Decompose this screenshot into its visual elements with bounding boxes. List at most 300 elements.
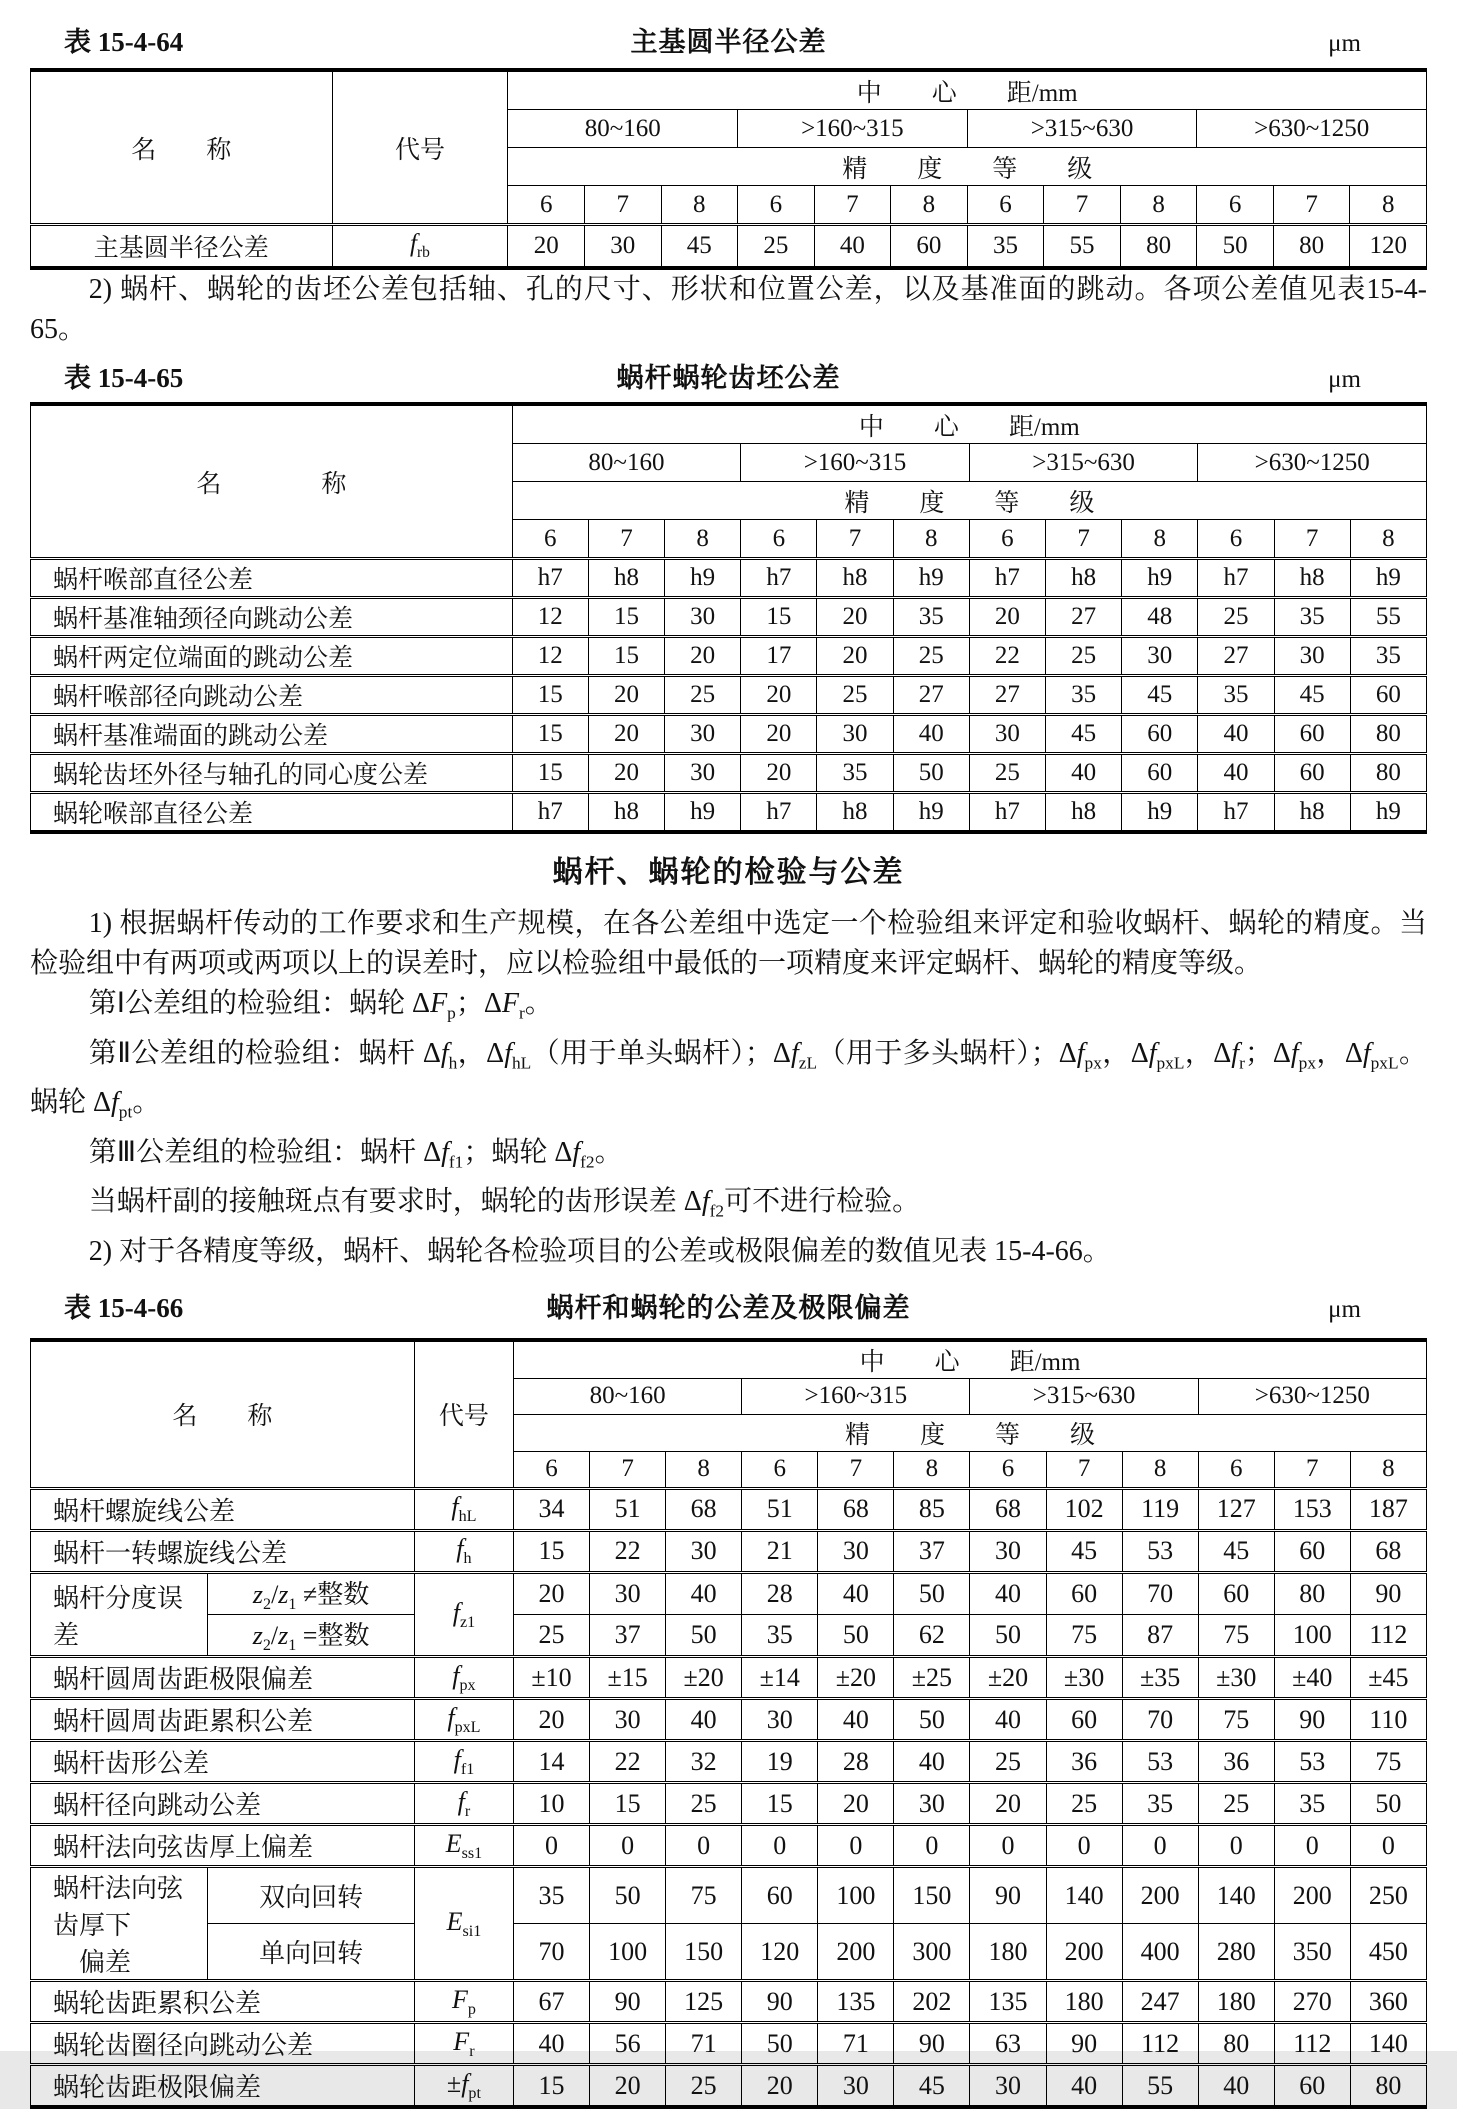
t64-row-0-value-9: 50 bbox=[1197, 225, 1274, 269]
t66-row-2-value-3: 28 bbox=[742, 1572, 818, 1614]
t65-row-6-value-10: h8 bbox=[1274, 793, 1350, 833]
t65-row-5-value-1: 20 bbox=[588, 754, 664, 793]
t66-row-4-value-0: ±10 bbox=[513, 1657, 589, 1699]
t65-row-6-value-5: h9 bbox=[893, 793, 969, 833]
t65-row-6-value-3: h7 bbox=[741, 793, 817, 833]
t64-header-grade-0: 6 bbox=[508, 186, 585, 225]
t66-header-grade-2: 8 bbox=[666, 1451, 742, 1488]
t64-header-name: 名 称 bbox=[31, 70, 333, 225]
t66-header-grade-3: 6 bbox=[742, 1451, 818, 1488]
t66-row-11-value-4: 135 bbox=[818, 1981, 894, 2023]
t66-row-2-value-4: 40 bbox=[818, 1572, 894, 1614]
t66-row-2-value-11: 90 bbox=[1350, 1572, 1426, 1614]
t64-header-accuracy-grade: 精 度 等 级 bbox=[508, 148, 1427, 186]
t65-row-4-value-11: 80 bbox=[1350, 715, 1426, 754]
t65-row-4-value-4: 30 bbox=[817, 715, 893, 754]
t65-row-1-value-10: 35 bbox=[1274, 598, 1350, 637]
t66-row-11-value-0: 67 bbox=[513, 1981, 589, 2023]
t66-row-7-value-7: 25 bbox=[1046, 1783, 1122, 1825]
t66-row-5-value-8: 70 bbox=[1122, 1699, 1198, 1741]
t65-header-grade-9: 6 bbox=[1198, 520, 1274, 559]
t65-header-grade-1: 7 bbox=[588, 520, 664, 559]
t64-row-0-value-1: 30 bbox=[584, 225, 661, 269]
t66-row-12-value-7: 90 bbox=[1046, 2023, 1122, 2065]
paragraph-tolerance-group-2: 第Ⅱ公差组的检验组：蜗杆 $\Delta f_h$，$\Delta f_{hL}$（用于单头蜗杆）；$\Delta f_{zL}$（用于多头蜗杆）；$\Delta f_{px}$，$\Delta f_{pxL}$，$\Delta f_r$；$\Delta f_{px}$，$\Delta f_{pxL}$。蜗轮 $\Delta f_{pt}$。 bbox=[30, 1037, 1427, 1122]
t65-row-0-value-7: h8 bbox=[1045, 559, 1121, 598]
t66-row-1-value-7: 45 bbox=[1046, 1530, 1122, 1572]
t66-row-11-value-1: 90 bbox=[590, 1981, 666, 2023]
t66-row-7-value-3: 15 bbox=[742, 1783, 818, 1825]
t66-row-1-value-8: 53 bbox=[1122, 1530, 1198, 1572]
t66-header-range-1: >160~315 bbox=[742, 1378, 970, 1414]
t66-row-3-value-0: 25 bbox=[513, 1615, 589, 1657]
t65-row-2-value-11: 35 bbox=[1350, 637, 1426, 676]
t66-row-13-value-2: 25 bbox=[666, 2065, 742, 2108]
t66-header-grade-8: 8 bbox=[1122, 1451, 1198, 1488]
t66-row-12-value-0: 40 bbox=[513, 2023, 589, 2065]
t66-row-12-value-8: 112 bbox=[1122, 2023, 1198, 2065]
t66-row-1-value-3: 21 bbox=[742, 1530, 818, 1572]
t66-row-4-value-8: ±35 bbox=[1122, 1657, 1198, 1699]
t65-row-6-value-9: h7 bbox=[1198, 793, 1274, 833]
paragraph-contact-spot: 当蜗杆副的接触斑点有要求时，蜗轮的齿形误差 $\Delta f_{f2}$可不进行检验。 bbox=[88, 1186, 921, 1221]
t65-header-grade-2: 8 bbox=[665, 520, 741, 559]
t66-row-11 bbox=[31, 1981, 1427, 2023]
t66-row-12-value-2: 71 bbox=[666, 2023, 742, 2065]
t65-header-grade-6: 6 bbox=[969, 520, 1045, 559]
t65-row-2-value-8: 30 bbox=[1122, 637, 1198, 676]
t66-row-13-value-6: 30 bbox=[970, 2065, 1046, 2108]
t66-row-6-value-4: 28 bbox=[818, 1741, 894, 1783]
table-worm-wormwheel-blank-tolerance bbox=[30, 402, 1427, 834]
t66-row-7-value-9: 25 bbox=[1198, 1783, 1274, 1825]
t66-row-9-name: 蜗杆法向弦齿厚下 偏差 bbox=[31, 1867, 208, 1981]
t66-row-12-value-5: 90 bbox=[894, 2023, 970, 2065]
t64-header-grade-9: 6 bbox=[1197, 186, 1274, 225]
t66-row-0-value-11: 187 bbox=[1350, 1488, 1426, 1530]
t64-row-0-value-6: 35 bbox=[967, 225, 1044, 269]
t66-row-12 bbox=[31, 2023, 1427, 2065]
t65-header-range-3: >630~1250 bbox=[1198, 444, 1427, 482]
t65-row-0-value-6: h7 bbox=[969, 559, 1045, 598]
t66-row-0-value-8: 119 bbox=[1122, 1488, 1198, 1530]
t66-row-8-value-8: 0 bbox=[1122, 1825, 1198, 1867]
t65-row-1-value-4: 20 bbox=[817, 598, 893, 637]
t66-header-grade-11: 8 bbox=[1350, 1451, 1426, 1488]
table64-caption-unit: μm bbox=[1328, 30, 1361, 57]
t66-row-3-value-5: 62 bbox=[894, 1615, 970, 1657]
t66-row-8-value-6: 0 bbox=[970, 1825, 1046, 1867]
t66-row-1-value-4: 30 bbox=[818, 1530, 894, 1572]
t66-row-11-value-3: 90 bbox=[742, 1981, 818, 2023]
t65-row-0-value-9: h7 bbox=[1198, 559, 1274, 598]
t66-row-5-name: 蜗杆圆周齿距累积公差 bbox=[31, 1699, 415, 1741]
t66-row-6-value-5: 40 bbox=[894, 1741, 970, 1783]
t65-row-3-value-6: 27 bbox=[969, 676, 1045, 715]
t66-row-8-value-4: 0 bbox=[818, 1825, 894, 1867]
t66-row-3-condition: $z_2/z_1$ =整数 bbox=[208, 1615, 415, 1657]
t66-row-8-name: 蜗杆法向弦齿厚上偏差 bbox=[31, 1825, 415, 1867]
t66-row-11-value-5: 202 bbox=[894, 1981, 970, 2023]
t66-row-3-value-8: 87 bbox=[1122, 1615, 1198, 1657]
t66-row-9-condition: 双向回转 bbox=[208, 1867, 415, 1924]
t66-row-2-name: 蜗杆分度误差 bbox=[31, 1572, 208, 1656]
table66-caption-label: 表 15-4-66 bbox=[64, 1292, 184, 1323]
t65-row-1-value-5: 35 bbox=[893, 598, 969, 637]
t65-row-5-name: 蜗轮齿坯外径与轴孔的同心度公差 bbox=[31, 754, 513, 793]
t66-header-grade-6: 6 bbox=[970, 1451, 1046, 1488]
t65-row-3-value-7: 35 bbox=[1045, 676, 1121, 715]
t66-row-2-value-10: 80 bbox=[1274, 1572, 1350, 1614]
t65-row-3-value-8: 45 bbox=[1122, 676, 1198, 715]
t65-row-2-value-2: 20 bbox=[665, 637, 741, 676]
t66-row-5-value-10: 90 bbox=[1274, 1699, 1350, 1741]
t65-row-5-value-6: 25 bbox=[969, 754, 1045, 793]
table65-caption-label: 表 15-4-65 bbox=[64, 363, 184, 393]
t65-row-3-value-2: 25 bbox=[665, 676, 741, 715]
body-paragraphs bbox=[30, 904, 1427, 1272]
t66-row-5-value-1: 30 bbox=[590, 1699, 666, 1741]
t65-row-1 bbox=[31, 598, 1427, 637]
t66-row-5-value-5: 50 bbox=[894, 1699, 970, 1741]
t65-row-0-value-4: h8 bbox=[817, 559, 893, 598]
t65-header-grade-0: 6 bbox=[512, 520, 588, 559]
t66-row-3-value-2: 50 bbox=[666, 1615, 742, 1657]
t65-row-6-value-8: h9 bbox=[1122, 793, 1198, 833]
t66-row-11-value-10: 270 bbox=[1274, 1981, 1350, 2023]
t66-row-7-name: 蜗杆径向跳动公差 bbox=[31, 1783, 415, 1825]
t66-row-5-value-9: 75 bbox=[1198, 1699, 1274, 1741]
t66-row-5-value-6: 40 bbox=[970, 1699, 1046, 1741]
t66-row-11-value-7: 180 bbox=[1046, 1981, 1122, 2023]
t65-row-2-value-5: 25 bbox=[893, 637, 969, 676]
t66-row-9-value-10: 200 bbox=[1274, 1867, 1350, 1924]
t66-row-3-value-4: 50 bbox=[818, 1615, 894, 1657]
t65-row-4-value-5: 40 bbox=[893, 715, 969, 754]
t65-row-6-value-7: h8 bbox=[1045, 793, 1121, 833]
t66-row-12-value-11: 140 bbox=[1350, 2023, 1426, 2065]
t66-header-code: 代号 bbox=[414, 1340, 513, 1489]
t65-header-grade-10: 7 bbox=[1274, 520, 1350, 559]
t66-row-5-code: $f_{pxL}$ bbox=[414, 1699, 513, 1741]
paragraph-gear-blank-tolerance: 2) 蜗杆、蜗轮的齿坯公差包括轴、孔的尺寸、形状和位置公差，以及基准面的跳动。各项公差值见表15-4-65。 bbox=[30, 274, 1427, 345]
t66-row-0-value-0: 34 bbox=[513, 1488, 589, 1530]
t66-row-9-value-2: 75 bbox=[666, 1867, 742, 1924]
t66-row-3-value-3: 35 bbox=[742, 1615, 818, 1657]
t65-header-name: 名 称 bbox=[31, 404, 513, 559]
t65-row-2-value-0: 12 bbox=[512, 637, 588, 676]
t65-row-2-value-1: 15 bbox=[588, 637, 664, 676]
t64-row-0-value-5: 60 bbox=[891, 225, 968, 269]
t66-row-6-value-2: 32 bbox=[666, 1741, 742, 1783]
t66-row-6-value-9: 36 bbox=[1198, 1741, 1274, 1783]
t66-row-13-value-11: 80 bbox=[1350, 2065, 1426, 2108]
table64-caption-label: 表 15-4-64 bbox=[64, 27, 184, 57]
t64-header-grade-11: 8 bbox=[1350, 186, 1427, 225]
t65-row-2-value-4: 20 bbox=[817, 637, 893, 676]
t66-row-1-value-9: 45 bbox=[1198, 1530, 1274, 1572]
t65-row-4-value-7: 45 bbox=[1045, 715, 1121, 754]
t66-row-6-value-7: 36 bbox=[1046, 1741, 1122, 1783]
t66-row-4-value-1: ±15 bbox=[590, 1657, 666, 1699]
t65-row-5-value-0: 15 bbox=[512, 754, 588, 793]
t66-row-5-value-7: 60 bbox=[1046, 1699, 1122, 1741]
t66-row-13-name: 蜗轮齿距极限偏差 bbox=[31, 2065, 415, 2108]
t64-header-range-1: >160~315 bbox=[738, 110, 968, 148]
t66-row-0-value-2: 68 bbox=[666, 1488, 742, 1530]
t66-row-9-value-9: 140 bbox=[1198, 1867, 1274, 1924]
t66-row-1-value-0: 15 bbox=[513, 1530, 589, 1572]
t64-header-center-distance: 中 心 距/mm bbox=[508, 70, 1427, 110]
table-worm-wormwheel-tolerance-limit-deviation bbox=[30, 1338, 1427, 2109]
t66-row-8-value-5: 0 bbox=[894, 1825, 970, 1867]
t66-row-4-value-4: ±20 bbox=[818, 1657, 894, 1699]
t65-row-6 bbox=[31, 793, 1427, 833]
t64-row-0-value-10: 80 bbox=[1273, 225, 1350, 269]
t66-header-grade-0: 6 bbox=[513, 1451, 589, 1488]
t65-row-3-value-0: 15 bbox=[512, 676, 588, 715]
t66-row-9 bbox=[31, 1867, 1427, 1924]
t64-header-grade-5: 8 bbox=[891, 186, 968, 225]
t66-row-13-value-5: 45 bbox=[894, 2065, 970, 2108]
t64-row-0-code: $f_{rb}$ bbox=[332, 225, 508, 269]
t64-header-grade-2: 8 bbox=[661, 186, 738, 225]
t66-row-13-value-9: 40 bbox=[1198, 2065, 1274, 2108]
t66-header-grade-4: 7 bbox=[818, 1451, 894, 1488]
t66-row-2-condition: $z_2/z_1$ ≠整数 bbox=[208, 1572, 415, 1614]
t66-row-7-value-5: 30 bbox=[894, 1783, 970, 1825]
t65-row-1-value-1: 15 bbox=[588, 598, 664, 637]
t66-row-0-value-1: 51 bbox=[590, 1488, 666, 1530]
t66-row-7-value-6: 20 bbox=[970, 1783, 1046, 1825]
t64-header-range-0: 80~160 bbox=[508, 110, 738, 148]
t65-row-6-value-0: h7 bbox=[512, 793, 588, 833]
t65-row-3-value-1: 20 bbox=[588, 676, 664, 715]
t66-row-7-value-2: 25 bbox=[666, 1783, 742, 1825]
t66-row-3 bbox=[31, 1615, 1427, 1657]
t66-row-6-value-11: 75 bbox=[1350, 1741, 1426, 1783]
t66-row-12-value-10: 112 bbox=[1274, 2023, 1350, 2065]
t66-row-13-value-0: 15 bbox=[513, 2065, 589, 2108]
paragraph-inspection-rule: 1) 根据蜗杆传动的工作要求和生产规模，在各公差组中选定一个检验组来评定和验收蜗杆、蜗轮的精度。当检验组中有两项或两项以上的误差时，应以检验组中最低的一项精度来评定蜗杆、蜗轮的精度等级。 bbox=[30, 908, 1427, 979]
t66-header-grade-5: 8 bbox=[894, 1451, 970, 1488]
t66-row-2-value-6: 40 bbox=[970, 1572, 1046, 1614]
t66-row-8-value-0: 0 bbox=[513, 1825, 589, 1867]
t65-header-center-distance: 中 心 距/mm bbox=[512, 404, 1426, 444]
t65-row-4-value-10: 60 bbox=[1274, 715, 1350, 754]
t66-row-7 bbox=[31, 1783, 1427, 1825]
t65-row-2-value-3: 17 bbox=[741, 637, 817, 676]
t66-row-7-code: $f_r$ bbox=[414, 1783, 513, 1825]
t66-row-12-value-6: 63 bbox=[970, 2023, 1046, 2065]
t66-row-2 bbox=[31, 1572, 1427, 1614]
t66-row-7-value-4: 20 bbox=[818, 1783, 894, 1825]
t66-row-5-value-2: 40 bbox=[666, 1699, 742, 1741]
t65-row-0-name: 蜗杆喉部直径公差 bbox=[31, 559, 513, 598]
t65-row-0 bbox=[31, 559, 1427, 598]
t65-header-grade-7: 7 bbox=[1045, 520, 1121, 559]
t66-row-0-value-6: 68 bbox=[970, 1488, 1046, 1530]
t66-row-2-value-2: 40 bbox=[666, 1572, 742, 1614]
t66-header-grade-10: 7 bbox=[1274, 1451, 1350, 1488]
t65-row-3-value-5: 27 bbox=[893, 676, 969, 715]
t65-row-3 bbox=[31, 676, 1427, 715]
t65-row-0-value-10: h8 bbox=[1274, 559, 1350, 598]
t66-row-10-value-10: 350 bbox=[1274, 1924, 1350, 1981]
t65-row-2-value-10: 30 bbox=[1274, 637, 1350, 676]
t66-row-9-code: $E_{si1}$ bbox=[414, 1867, 513, 1981]
t65-row-0-value-1: h8 bbox=[588, 559, 664, 598]
t66-row-8-value-9: 0 bbox=[1198, 1825, 1274, 1867]
t66-header-range-0: 80~160 bbox=[513, 1378, 741, 1414]
t65-row-1-value-9: 25 bbox=[1198, 598, 1274, 637]
t66-row-3-value-6: 50 bbox=[970, 1615, 1046, 1657]
t65-row-5-value-2: 30 bbox=[665, 754, 741, 793]
t66-row-1-value-1: 22 bbox=[590, 1530, 666, 1572]
t66-header-name: 名 称 bbox=[31, 1340, 415, 1489]
t65-header-range-2: >315~630 bbox=[969, 444, 1198, 482]
t66-row-10-value-7: 200 bbox=[1046, 1924, 1122, 1981]
t66-row-10-value-3: 120 bbox=[742, 1924, 818, 1981]
t66-row-6-value-10: 53 bbox=[1274, 1741, 1350, 1783]
t66-row-4-value-9: ±30 bbox=[1198, 1657, 1274, 1699]
t66-row-9-value-0: 35 bbox=[513, 1867, 589, 1924]
t64-row-0-name: 主基圆半径公差 bbox=[31, 225, 333, 269]
t66-row-9-value-3: 60 bbox=[742, 1867, 818, 1924]
table64-caption-title: 主基圆半径公差 bbox=[630, 27, 827, 57]
t66-row-4-value-10: ±40 bbox=[1274, 1657, 1350, 1699]
t66-row-2-code: $f_{z1}$ bbox=[414, 1572, 513, 1656]
t66-row-11-value-9: 180 bbox=[1198, 1981, 1274, 2023]
t64-header-range-2: >315~630 bbox=[967, 110, 1197, 148]
t66-row-1-name: 蜗杆一转螺旋线公差 bbox=[31, 1530, 415, 1572]
t66-row-6-value-3: 19 bbox=[742, 1741, 818, 1783]
t65-row-5-value-4: 35 bbox=[817, 754, 893, 793]
t66-row-1-code: $f_h$ bbox=[414, 1530, 513, 1572]
t64-row-0-value-7: 55 bbox=[1044, 225, 1121, 269]
t66-row-9-value-5: 150 bbox=[894, 1867, 970, 1924]
t66-row-8-value-11: 0 bbox=[1350, 1825, 1426, 1867]
t64-header-grade-7: 7 bbox=[1044, 186, 1121, 225]
t66-row-13-code: $\pm f_{pt}$ bbox=[414, 2065, 513, 2108]
table64-caption bbox=[30, 26, 1427, 58]
t66-row-1-value-11: 68 bbox=[1350, 1530, 1426, 1572]
t66-row-4-value-3: ±14 bbox=[742, 1657, 818, 1699]
t65-row-1-value-8: 48 bbox=[1122, 598, 1198, 637]
t66-row-13-value-1: 20 bbox=[590, 2065, 666, 2108]
t66-row-13-value-4: 30 bbox=[818, 2065, 894, 2108]
t66-row-2-value-1: 30 bbox=[590, 1572, 666, 1614]
t66-row-1-value-10: 60 bbox=[1274, 1530, 1350, 1572]
t66-row-3-value-1: 37 bbox=[590, 1615, 666, 1657]
t66-row-3-value-11: 112 bbox=[1350, 1615, 1426, 1657]
t66-row-10-value-1: 100 bbox=[590, 1924, 666, 1981]
t66-row-13 bbox=[31, 2065, 1427, 2108]
t65-row-4-value-1: 20 bbox=[588, 715, 664, 754]
t66-row-10 bbox=[31, 1924, 1427, 1981]
t66-row-6-name: 蜗杆齿形公差 bbox=[31, 1741, 415, 1783]
t65-row-5-value-10: 60 bbox=[1274, 754, 1350, 793]
t65-header-range-0: 80~160 bbox=[512, 444, 741, 482]
t66-row-8-value-3: 0 bbox=[742, 1825, 818, 1867]
t64-header-grade-6: 6 bbox=[967, 186, 1044, 225]
t66-row-1-value-6: 30 bbox=[970, 1530, 1046, 1572]
t65-row-5 bbox=[31, 754, 1427, 793]
t66-row-13-value-3: 20 bbox=[742, 2065, 818, 2108]
t66-row-2-value-9: 60 bbox=[1198, 1572, 1274, 1614]
t65-header-grade-8: 8 bbox=[1122, 520, 1198, 559]
t66-row-6-value-1: 22 bbox=[590, 1741, 666, 1783]
t66-header-grade-1: 7 bbox=[590, 1451, 666, 1488]
t65-header-grade-3: 6 bbox=[741, 520, 817, 559]
table-main-base-circle-radius-tolerance bbox=[30, 68, 1427, 270]
t66-row-10-value-8: 400 bbox=[1122, 1924, 1198, 1981]
t65-row-2 bbox=[31, 637, 1427, 676]
t66-row-7-value-11: 50 bbox=[1350, 1783, 1426, 1825]
t66-row-8-value-1: 0 bbox=[590, 1825, 666, 1867]
t66-row-2-value-5: 50 bbox=[894, 1572, 970, 1614]
t65-row-1-value-7: 27 bbox=[1045, 598, 1121, 637]
t66-row-10-value-0: 70 bbox=[513, 1924, 589, 1981]
t66-row-11-name: 蜗轮齿距累积公差 bbox=[31, 1981, 415, 2023]
t64-header-grade-10: 7 bbox=[1273, 186, 1350, 225]
table66-caption-title: 蜗杆和蜗轮的公差及极限偏差 bbox=[546, 1292, 911, 1323]
t66-row-0-value-4: 68 bbox=[818, 1488, 894, 1530]
t66-row-2-value-0: 20 bbox=[513, 1572, 589, 1614]
t64-table bbox=[30, 68, 1427, 270]
t66-row-13-value-10: 60 bbox=[1274, 2065, 1350, 2108]
table66-caption-unit: μm bbox=[1328, 1295, 1361, 1323]
t66-row-13-value-7: 40 bbox=[1046, 2065, 1122, 2108]
t66-row-11-code: $F_p$ bbox=[414, 1981, 513, 2023]
t65-row-4-value-8: 60 bbox=[1122, 715, 1198, 754]
t66-row-4-code: $f_{px}$ bbox=[414, 1657, 513, 1699]
table66-caption bbox=[30, 1292, 1427, 1324]
t66-row-13-value-8: 55 bbox=[1122, 2065, 1198, 2108]
t65-row-6-name: 蜗轮喉部直径公差 bbox=[31, 793, 513, 833]
t65-row-3-value-4: 25 bbox=[817, 676, 893, 715]
t66-header-range-2: >315~630 bbox=[970, 1378, 1198, 1414]
t65-row-3-name: 蜗杆喉部径向跳动公差 bbox=[31, 676, 513, 715]
t65-row-2-name: 蜗杆两定位端面的跳动公差 bbox=[31, 637, 513, 676]
t66-table bbox=[30, 1338, 1427, 2109]
t66-row-0-name: 蜗杆螺旋线公差 bbox=[31, 1488, 415, 1530]
t66-row-12-code: $F_r$ bbox=[414, 2023, 513, 2065]
t66-row-9-value-11: 250 bbox=[1350, 1867, 1426, 1924]
t66-row-10-value-11: 450 bbox=[1350, 1924, 1426, 1981]
t66-row-0-value-7: 102 bbox=[1046, 1488, 1122, 1530]
t66-row-0-value-5: 85 bbox=[894, 1488, 970, 1530]
t66-row-12-value-3: 50 bbox=[742, 2023, 818, 2065]
t65-table bbox=[30, 402, 1427, 834]
t64-header-range-3: >630~1250 bbox=[1197, 110, 1427, 148]
t66-row-0-code: $f_{hL}$ bbox=[414, 1488, 513, 1530]
t65-row-1-value-3: 15 bbox=[741, 598, 817, 637]
t65-row-2-value-9: 27 bbox=[1198, 637, 1274, 676]
t64-row-0-value-0: 20 bbox=[508, 225, 585, 269]
t66-row-11-value-11: 360 bbox=[1350, 1981, 1426, 2023]
t65-row-3-value-11: 60 bbox=[1350, 676, 1426, 715]
t66-row-12-value-9: 80 bbox=[1198, 2023, 1274, 2065]
t66-row-3-value-10: 100 bbox=[1274, 1615, 1350, 1657]
paragraph-intro-table-66: 2) 对于各精度等级，蜗杆、蜗轮各检验项目的公差或极限偏差的数值见表 15-4-66。 bbox=[88, 1235, 1111, 1267]
t66-row-9-value-8: 200 bbox=[1122, 1867, 1198, 1924]
t66-row-9-value-7: 140 bbox=[1046, 1867, 1122, 1924]
t66-row-8-value-7: 0 bbox=[1046, 1825, 1122, 1867]
t65-row-4-value-2: 30 bbox=[665, 715, 741, 754]
t65-row-6-value-4: h8 bbox=[817, 793, 893, 833]
t66-row-12-value-1: 56 bbox=[590, 2023, 666, 2065]
